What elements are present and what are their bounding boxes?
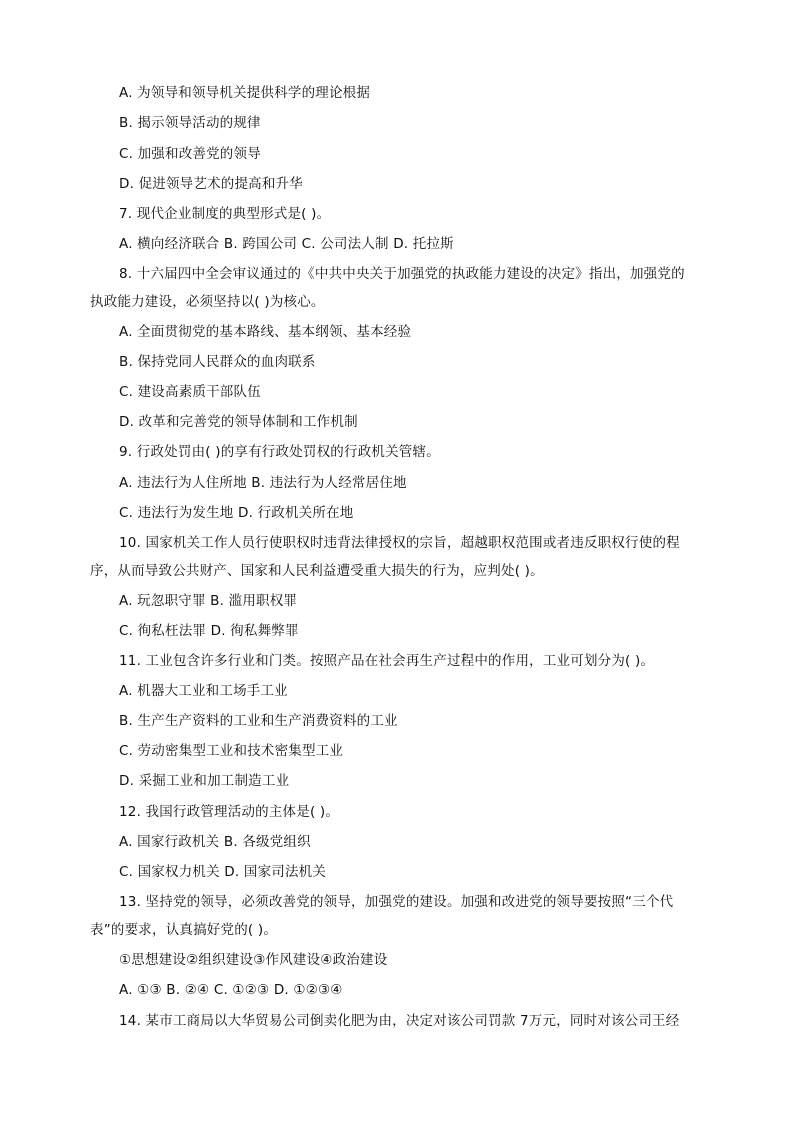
options-7: A. 横向经济联合 B. 跨国公司 C. 公司法人制 D. 托拉斯 [119, 236, 454, 252]
question-10-line2: 序，从而导致公共财产、国家和人民利益遭受重大损失的行为，应判处( )。 [90, 563, 544, 579]
options-13: A. ①③ B. ②④ C. ①②③ D. ①②③④ [119, 982, 343, 998]
option-8d: D. 改革和完善党的领导体制和工作机制 [119, 414, 358, 430]
option-11a: A. 机器大工业和工场手工业 [119, 683, 288, 699]
question-8-line2: 执政能力建设，必须坚持以( )为核心。 [90, 294, 325, 310]
question-12: 12. 我国行政管理活动的主体是( )。 [119, 804, 340, 820]
options-12-line2: C. 国家权力机关 D. 国家司法机关 [119, 864, 327, 880]
question-14-line1: 14. 某市工商局以大华贸易公司倒卖化肥为由，决定对该公司罚款 7万元，同时对该公司王经 [119, 1013, 680, 1029]
question-13-line2: 表”的要求，认真搞好党的( )。 [90, 922, 278, 938]
option-6b: B. 揭示领导活动的规律 [119, 115, 261, 131]
question-10-line1: 10. 国家机关工作人员行使职权时违背法律授权的宗旨，超越职权范围或者违反职权行使的程 [119, 535, 680, 551]
option-6a: A. 为领导和领导机关提供科学的理论根据 [119, 85, 371, 101]
options-9-line1: A. 违法行为人住所地 B. 违法行为人经常居住地 [119, 475, 407, 491]
option-11d: D. 采掘工业和加工制造工业 [119, 773, 290, 789]
options-9-line2: C. 违法行为发生地 D. 行政机关所在地 [119, 505, 354, 521]
option-6d: D. 促进领导艺术的提高和升华 [119, 176, 303, 192]
option-8c: C. 建设高素质干部队伍 [119, 384, 261, 400]
options-10-line1: A. 玩忽职守罪 B. 滥用职权罪 [119, 593, 298, 609]
question-7: 7. 现代企业制度的典型形式是( )。 [119, 206, 331, 222]
question-13-items: ①思想建设②组织建设③作风建设④政治建设 [119, 952, 388, 968]
option-11c: C. 劳动密集型工业和技术密集型工业 [119, 743, 344, 759]
option-8a: A. 全面贯彻党的基本路线、基本纲领、基本经验 [119, 324, 412, 340]
question-8-line1: 8. 十六届四中全会审议通过的《中共中央关于加强党的执政能力建设的决定》指出，加强党的 [119, 266, 685, 282]
question-11: 11. 工业包含许多行业和门类。按照产品在社会再生产过程中的作用，工业可划分为( )。 [119, 653, 655, 669]
options-12-line1: A. 国家行政机关 B. 各级党组织 [119, 834, 311, 850]
option-6c: C. 加强和改善党的领导 [119, 146, 261, 162]
options-10-line2: C. 徇私枉法罪 D. 徇私舞弊罪 [119, 623, 299, 639]
question-9: 9. 行政处罚由( )的享有行政处罚权的行政机关管辖。 [119, 444, 440, 460]
option-11b: B. 生产生产资料的工业和生产消费资料的工业 [119, 713, 398, 729]
option-8b: B. 保持党同人民群众的血肉联系 [119, 354, 316, 370]
question-13-line1: 13. 坚持党的领导，必须改善党的领导，加强党的建设。加强和改进党的领导要按照“三个代 [119, 894, 674, 910]
